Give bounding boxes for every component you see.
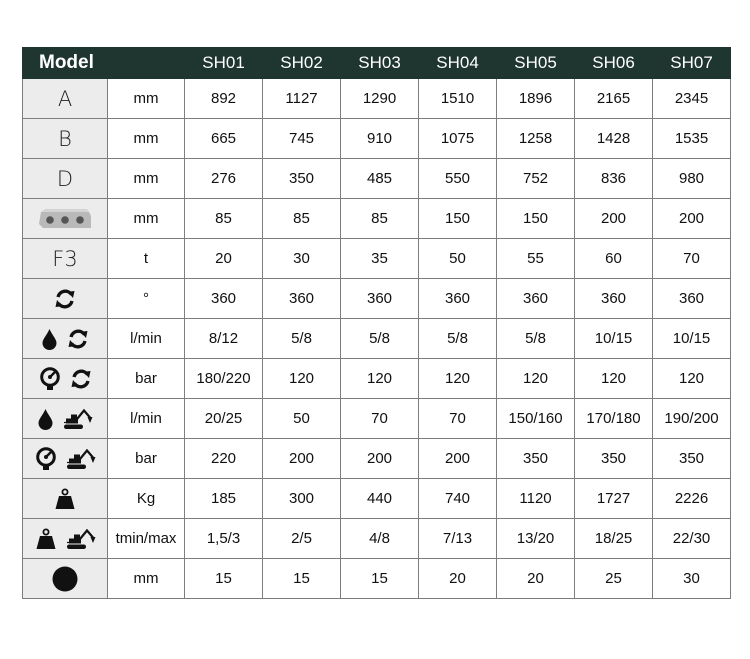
- oil-drop-excavator-icon: [23, 408, 107, 430]
- value-cell: 25: [575, 559, 653, 599]
- rotation-icon: [54, 288, 76, 310]
- value-cell: 200: [263, 439, 341, 479]
- value-cell: 150: [419, 199, 497, 239]
- value-cell: 15: [263, 559, 341, 599]
- spec-table: [22, 47, 731, 599]
- table-row: [23, 479, 731, 519]
- value-cell: 4/8: [341, 519, 419, 559]
- parameter-cell: A: [23, 79, 108, 119]
- value-cell: 350: [575, 439, 653, 479]
- model-column-header: SH02: [263, 48, 341, 79]
- rotation-icon: [67, 328, 89, 350]
- value-cell: 190/200: [653, 399, 731, 439]
- pressure-gauge-icon: [35, 447, 57, 471]
- parameter-cell: B: [23, 119, 108, 159]
- parameter-cell: [23, 319, 108, 359]
- pin-diameter-circle-icon: [23, 565, 107, 593]
- value-cell: 20: [185, 239, 263, 279]
- model-column-header: SH04: [419, 48, 497, 79]
- parameter-cell: [23, 399, 108, 439]
- model-header: Model: [23, 48, 185, 79]
- unit-cell: mm: [108, 559, 185, 599]
- model-column-header: SH07: [653, 48, 731, 79]
- value-cell: 8/12: [185, 319, 263, 359]
- value-cell: 15: [341, 559, 419, 599]
- unit-cell: tmin/max: [108, 519, 185, 559]
- value-cell: 360: [575, 279, 653, 319]
- value-cell: 150: [497, 199, 575, 239]
- value-cell: 350: [653, 439, 731, 479]
- value-cell: 55: [497, 239, 575, 279]
- value-cell: 22/30: [653, 519, 731, 559]
- value-cell: 740: [419, 479, 497, 519]
- value-cell: 70: [341, 399, 419, 439]
- value-cell: 200: [653, 199, 731, 239]
- model-column-header: SH05: [497, 48, 575, 79]
- weight-excavator-icon: [23, 528, 107, 550]
- table-row: [23, 79, 731, 119]
- value-cell: 752: [497, 159, 575, 199]
- unit-cell: mm: [108, 159, 185, 199]
- value-cell: 220: [185, 439, 263, 479]
- value-cell: 60: [575, 239, 653, 279]
- model-column-header: SH03: [341, 48, 419, 79]
- value-cell: 15: [185, 559, 263, 599]
- value-cell: 30: [263, 239, 341, 279]
- parameter-cell: [23, 439, 108, 479]
- pin-diameter-circle-icon: [51, 565, 79, 593]
- value-cell: 2345: [653, 79, 731, 119]
- weight-icon: [23, 488, 107, 510]
- excavator-icon: [66, 448, 96, 470]
- oil-drop-icon: [41, 328, 58, 350]
- excavator-icon: [66, 528, 96, 550]
- value-cell: 50: [263, 399, 341, 439]
- table-row: [23, 159, 731, 199]
- value-cell: 120: [263, 359, 341, 399]
- table-row: [23, 239, 731, 279]
- value-cell: 300: [263, 479, 341, 519]
- value-cell: 1428: [575, 119, 653, 159]
- value-cell: 10/15: [575, 319, 653, 359]
- value-cell: 745: [263, 119, 341, 159]
- value-cell: 70: [653, 239, 731, 279]
- value-cell: 360: [497, 279, 575, 319]
- table-row: [23, 319, 731, 359]
- weight-icon: [54, 488, 76, 510]
- value-cell: 1,5/3: [185, 519, 263, 559]
- value-cell: 440: [341, 479, 419, 519]
- value-cell: 85: [185, 199, 263, 239]
- value-cell: 360: [419, 279, 497, 319]
- value-cell: 1535: [653, 119, 731, 159]
- value-cell: 170/180: [575, 399, 653, 439]
- value-cell: 120: [341, 359, 419, 399]
- unit-cell: bar: [108, 359, 185, 399]
- rotation-icon: [23, 288, 107, 310]
- oil-drop-icon: [37, 408, 54, 430]
- value-cell: 2226: [653, 479, 731, 519]
- value-cell: 836: [575, 159, 653, 199]
- value-cell: 35: [341, 239, 419, 279]
- table-row: [23, 279, 731, 319]
- pressure-gauge-excavator-icon: [23, 447, 107, 471]
- parameter-cell: F3: [23, 239, 108, 279]
- rotation-icon: [70, 368, 92, 390]
- value-cell: 85: [341, 199, 419, 239]
- unit-cell: bar: [108, 439, 185, 479]
- value-cell: 1258: [497, 119, 575, 159]
- value-cell: 485: [341, 159, 419, 199]
- unit-cell: mm: [108, 79, 185, 119]
- table-row: [23, 399, 731, 439]
- unit-cell: l/min: [108, 399, 185, 439]
- table-row: [23, 199, 731, 239]
- value-cell: 120: [419, 359, 497, 399]
- model-column-header: SH06: [575, 48, 653, 79]
- value-cell: 550: [419, 159, 497, 199]
- pressure-gauge-icon: [39, 367, 61, 391]
- unit-cell: t: [108, 239, 185, 279]
- parameter-cell: [23, 279, 108, 319]
- value-cell: 185: [185, 479, 263, 519]
- value-cell: 5/8: [263, 319, 341, 359]
- value-cell: 350: [263, 159, 341, 199]
- value-cell: 1127: [263, 79, 341, 119]
- value-cell: 7/13: [419, 519, 497, 559]
- value-cell: 5/8: [497, 319, 575, 359]
- value-cell: 276: [185, 159, 263, 199]
- value-cell: 50: [419, 239, 497, 279]
- unit-cell: Kg: [108, 479, 185, 519]
- oil-drop-rotation-icon: [23, 328, 107, 350]
- value-cell: 1120: [497, 479, 575, 519]
- value-cell: 892: [185, 79, 263, 119]
- value-cell: 20/25: [185, 399, 263, 439]
- unit-cell: °: [108, 279, 185, 319]
- pin-block-icon: [37, 206, 93, 232]
- value-cell: 360: [263, 279, 341, 319]
- value-cell: 360: [341, 279, 419, 319]
- unit-cell: mm: [108, 199, 185, 239]
- value-cell: 1510: [419, 79, 497, 119]
- value-cell: 10/15: [653, 319, 731, 359]
- unit-cell: l/min: [108, 319, 185, 359]
- table-row: [23, 559, 731, 599]
- unit-cell: mm: [108, 119, 185, 159]
- value-cell: 360: [185, 279, 263, 319]
- value-cell: 1896: [497, 79, 575, 119]
- value-cell: 70: [419, 399, 497, 439]
- value-cell: 5/8: [419, 319, 497, 359]
- parameter-cell: [23, 479, 108, 519]
- table-row: [23, 119, 731, 159]
- value-cell: 120: [497, 359, 575, 399]
- parameter-cell: [23, 359, 108, 399]
- value-cell: 20: [497, 559, 575, 599]
- header-row: [23, 48, 731, 79]
- value-cell: 200: [419, 439, 497, 479]
- value-cell: 13/20: [497, 519, 575, 559]
- parameter-cell: [23, 199, 108, 239]
- value-cell: 120: [653, 359, 731, 399]
- excavator-icon: [63, 408, 93, 430]
- value-cell: 150/160: [497, 399, 575, 439]
- value-cell: 910: [341, 119, 419, 159]
- pin-block-icon: [23, 206, 107, 232]
- value-cell: 20: [419, 559, 497, 599]
- value-cell: 18/25: [575, 519, 653, 559]
- parameter-cell: [23, 519, 108, 559]
- value-cell: 2/5: [263, 519, 341, 559]
- value-cell: 1727: [575, 479, 653, 519]
- value-cell: 120: [575, 359, 653, 399]
- table-row: [23, 359, 731, 399]
- value-cell: 200: [341, 439, 419, 479]
- value-cell: 350: [497, 439, 575, 479]
- parameter-cell: [23, 559, 108, 599]
- parameter-cell: D: [23, 159, 108, 199]
- value-cell: 1290: [341, 79, 419, 119]
- value-cell: 5/8: [341, 319, 419, 359]
- value-cell: 85: [263, 199, 341, 239]
- value-cell: 1075: [419, 119, 497, 159]
- value-cell: 180/220: [185, 359, 263, 399]
- model-column-header: SH01: [185, 48, 263, 79]
- value-cell: 30: [653, 559, 731, 599]
- value-cell: 200: [575, 199, 653, 239]
- pressure-gauge-rotation-icon: [23, 367, 107, 391]
- value-cell: 980: [653, 159, 731, 199]
- value-cell: 665: [185, 119, 263, 159]
- value-cell: 360: [653, 279, 731, 319]
- table-row: [23, 519, 731, 559]
- table-row: [23, 439, 731, 479]
- weight-icon: [35, 528, 57, 550]
- value-cell: 2165: [575, 79, 653, 119]
